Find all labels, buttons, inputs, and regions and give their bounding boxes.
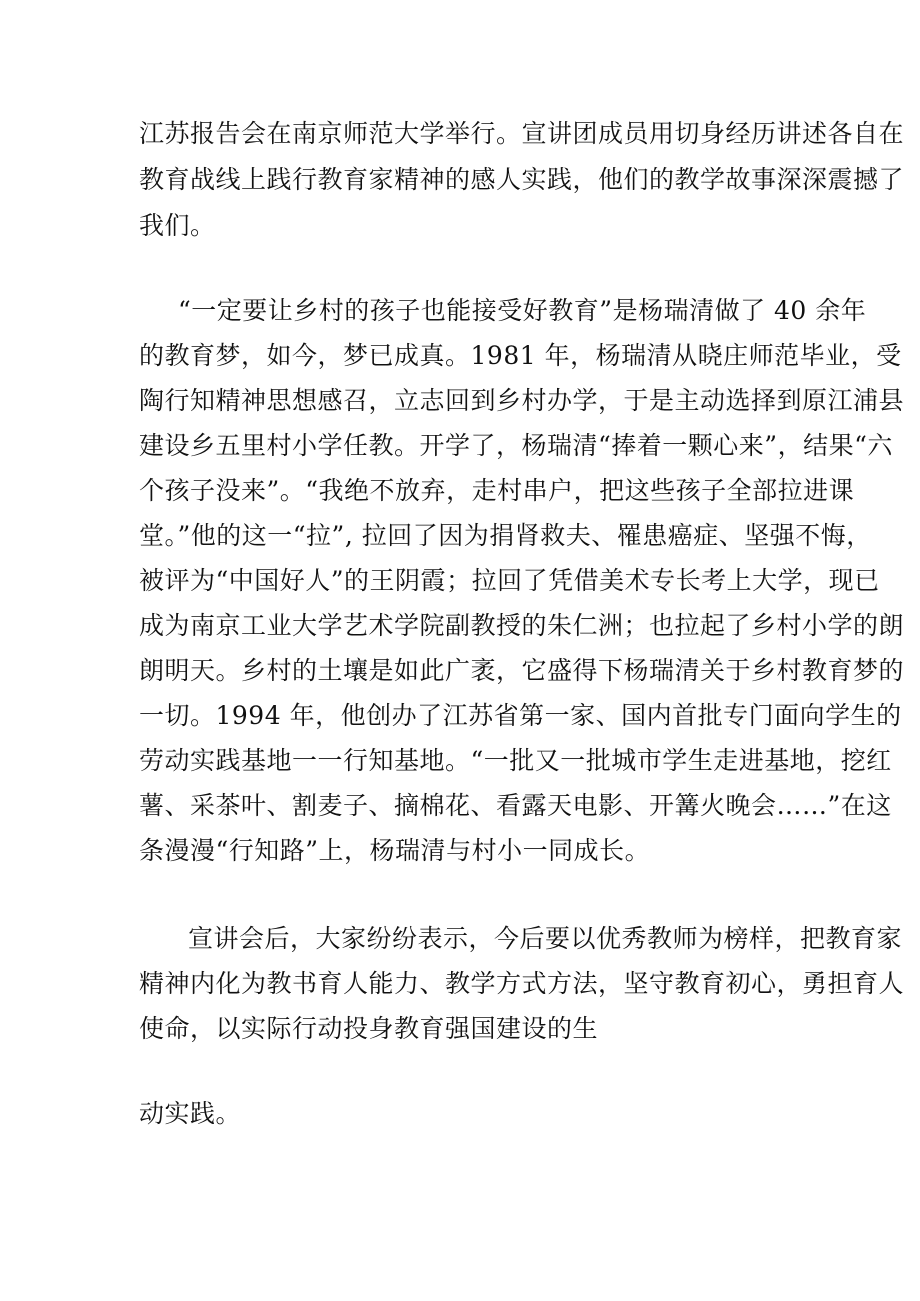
text-line: 精神内化为教书育人能力、教学方式方法，坚守教育初心，勇担育人 [139,969,905,998]
text-line: 朗明天。乡村的土壤是如此广袤，它盛得下杨瑞清关于乡村教育梦的 [139,656,905,685]
text-line: 建设乡五里村小学任教。开学了，杨瑞清“捧着一颗心来”，结果“六 [139,431,893,460]
text-line: 一切。1994 年，他创办了江苏省第一家、国内首批专门面向学生的 [139,701,902,730]
text-line: 成为南京工业大学艺术学院副教授的朱仁洲；也拉起了乡村小学的朗 [139,611,905,640]
text-line: 被评为“中国好人”的王阴霞；拉回了凭借美术专长考上大学，现已 [139,566,880,595]
text-line: 动实践。 [139,1099,242,1128]
text-line: 劳动实践基地一一行知基地。“一批又一批城市学生走进基地，挖红 [139,746,892,775]
text-line: 堂。”他的这一“拉”, 拉回了因为捐肾救夫、罹患癌症、坚强不悔， [139,521,872,550]
text-line: 条漫漫“行知路”上，杨瑞清与村小一同成长。 [139,836,651,865]
text-line: 江苏报告会在南京师范大学举行。宣讲团成员用切身经历讲述各自在 [139,119,905,148]
text-line: 个孩子没来”。“我绝不放弃，走村串户，把这些孩子全部拉进课 [139,476,855,505]
text-line: 宣讲会后，大家纷纷表示，今后要以优秀教师为榜样，把教育家 [188,924,903,953]
text-line: 使命，以实际行动投身教育强国建设的生 [139,1014,599,1043]
text-line: 我们。 [139,211,216,240]
text-line: 教育战线上践行教育家精神的感人实践，他们的教学故事深深震撼了 [139,165,905,194]
text-line: 的教育梦，如今，梦已成真。1981 年，杨瑞清从晓庄师范毕业，受 [139,341,902,370]
text-line: 陶行知精神思想感召，立志回到乡村办学，于是主动选择到原江浦县 [139,386,905,415]
text-line: 薯、采茶叶、割麦子、摘棉花、看露天电影、开篝火晚会……”在这 [139,791,892,820]
text-line: “一定要让乡村的孩子也能接受好教育”是杨瑞清做了 40 余年 [178,296,867,325]
